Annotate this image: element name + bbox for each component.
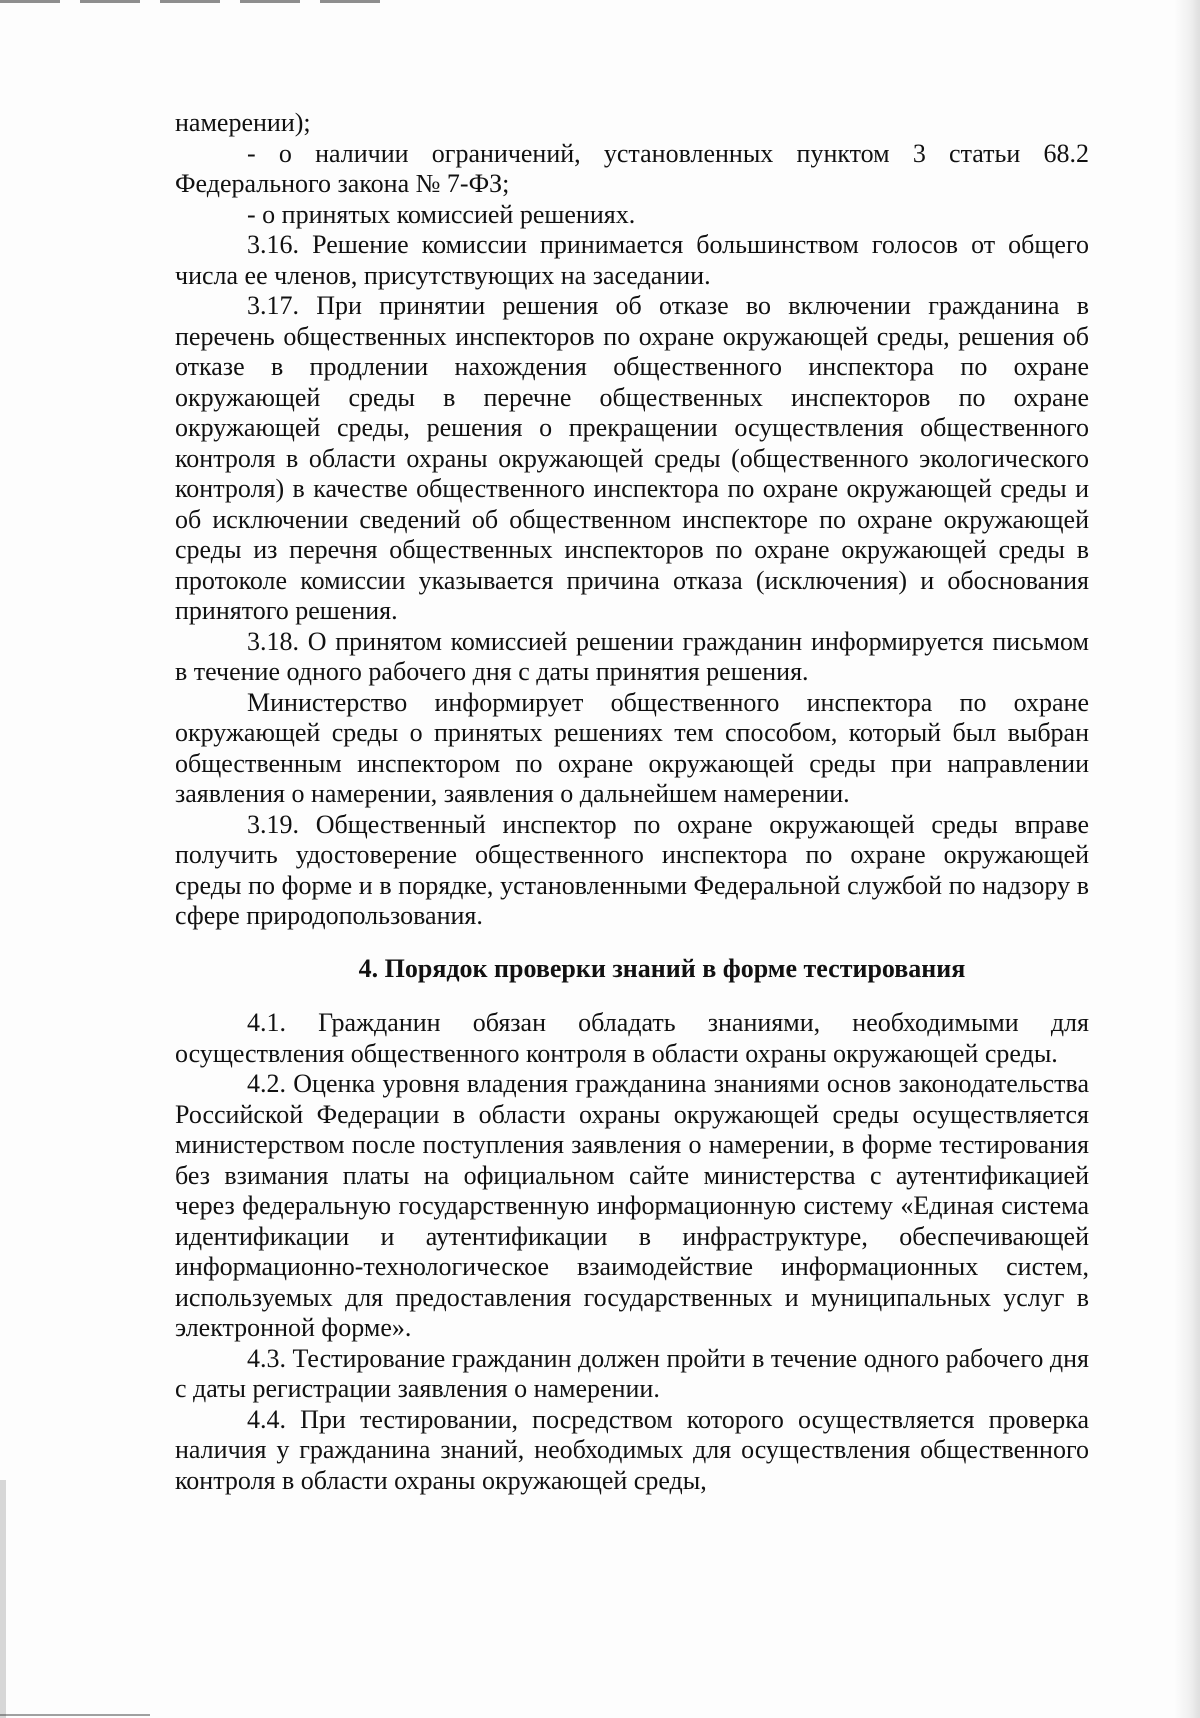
paragraph-4-4: 4.4. При тестировании, посредством которого осуществляется проверка наличия у гражданина знаний, необходимых для осуществления общественного контроля в области охраны окружающей среды,	[175, 1404, 1089, 1495]
paragraph-4-2: 4.2. Оценка уровня владения гражданина знаниями основ законодательства Российской Федерации в области охраны окружающей среды осуществляется министерством после поступления заявления о намерении, в форме тестирования без взимания платы на официальном сайте министерства с аутентификацией через федеральную государственную информационную систему «Единая система идентификации и аутентификации в инфраструктуре, обеспечивающей информационно-технологическое взаимодействие информационных систем, используемых для предоставления государственных и муниципальных услуг в электронной форме».	[175, 1069, 1089, 1342]
list-item-decisions: - о принятых комиссией решениях.	[247, 199, 636, 229]
scan-shadow-left	[0, 1480, 6, 1718]
paragraph-3-19: 3.19. Общественный инспектор по охране окружающей среды вправе получить удостоверение общественного инспектора по охране окружающей среды по форме и в порядке, установленными Федеральной службой по надзору в сфере природопользования.	[175, 809, 1089, 930]
document-body	[175, 108, 1089, 1496]
scan-artifact-bottom	[0, 1714, 150, 1716]
paragraph-4-3: 4.3. Тестирование гражданин должен пройти в течение одного рабочего дня с даты регистрации заявления о намерении.	[175, 1343, 1089, 1403]
scan-shadow-right	[1174, 0, 1200, 1718]
paragraph-4-1: 4.1. Гражданин обязан обладать знаниями, необходимыми для осуществления общественного контроля в области охраны окружающей среды.	[175, 1008, 1089, 1068]
paragraph-ministry-informs: Министерство информирует общественного инспектора по охране окружающей среды о принятых решениях тем способом, который был выбран общественным инспектором по охране окружающей среды при направлении заявления о намерении, заявления о дальнейшем намерении.	[175, 687, 1089, 808]
list-item-restrictions: - о наличии ограничений, установленных пунктом 3 статьи 68.2 Федерального закона № 7-ФЗ;	[175, 138, 1089, 198]
paragraph-3-17: 3.17. При принятии решения об отказе во включении гражданина в перечень общественных инспекторов по охране окружающей среды, решения об отказе в продлении нахождения общественного инспектора по охране окружающей среды в перечне общественных инспекторов по охране окружающей среды, решения о прекращении осуществления общественного контроля в области охраны окружающей среды (общественного экологического контроля) в качестве общественного инспектора по охране окружающей среды и об исключении сведений об общественном инспекторе по охране окружающей среды из перечня общественных инспекторов по охране окружающей среды в протоколе комиссии указывается причина отказа (исключения) и обоснования принятого решения.	[175, 291, 1089, 625]
paragraph-3-18: 3.18. О принятом комиссией решении гражданин информируется письмом в течение одного рабочего дня с даты принятия решения.	[175, 626, 1089, 686]
section-heading: 4. Порядок проверки знаний в форме тестирования	[358, 953, 966, 983]
scan-artifact-top	[0, 0, 400, 3]
paragraph-3-16: 3.16. Решение комиссии принимается большинством голосов от общего числа ее членов, присутствующих на заседании.	[175, 230, 1089, 290]
paragraph-continuation: намерении);	[175, 108, 311, 137]
